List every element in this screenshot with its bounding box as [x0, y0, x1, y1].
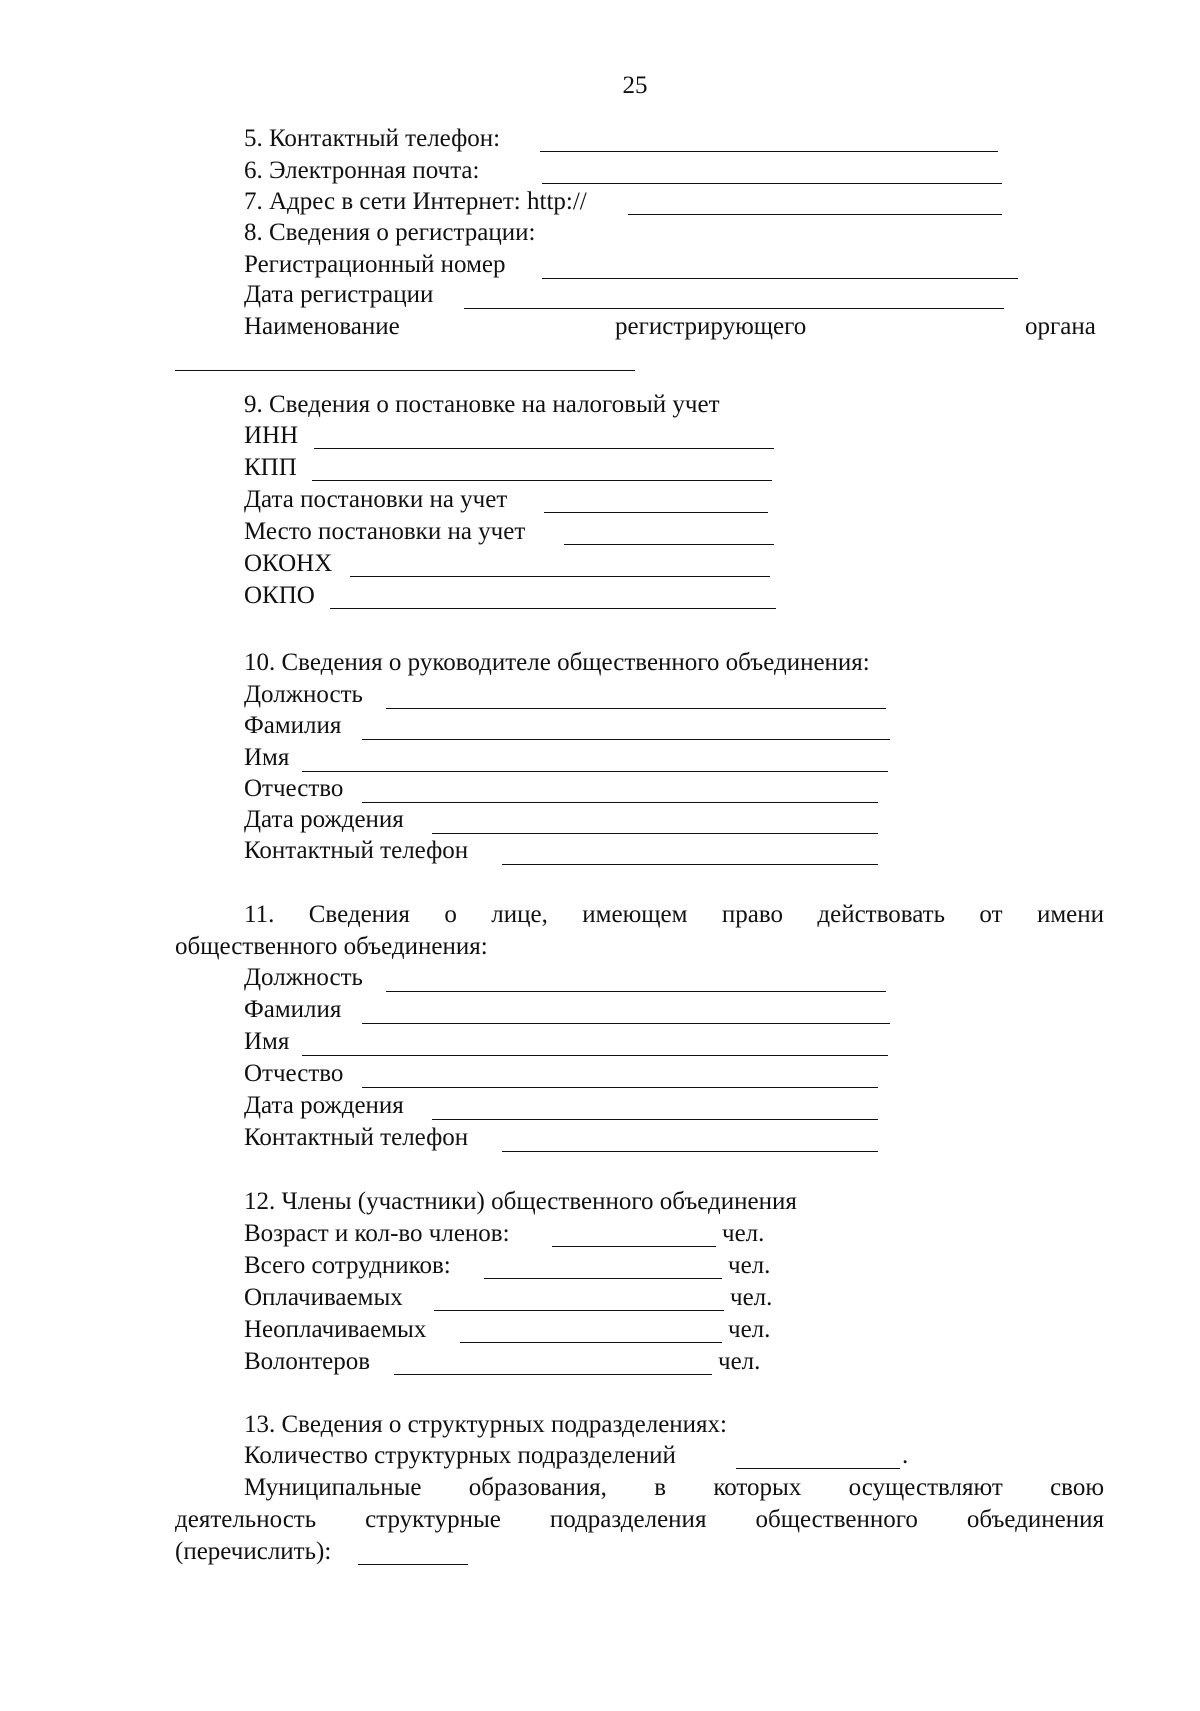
head-position-label: Должность	[244, 681, 363, 708]
paid-label: Оплачиваемых	[244, 1284, 403, 1311]
rep-phone-field[interactable]	[502, 1151, 878, 1152]
rep-surname-label: Фамилия	[244, 996, 342, 1023]
head-phone-label: Контактный телефон	[244, 837, 469, 864]
website-field[interactable]	[628, 214, 1002, 215]
rep-name-field[interactable]	[302, 1055, 888, 1056]
org-name-word2: регистрирующего	[615, 313, 807, 340]
unpaid-unit: чел.	[728, 1316, 771, 1343]
municipalities-line2: деятельность структурные подразделения общественного объединения	[175, 1506, 1104, 1533]
volunteers-field[interactable]	[394, 1374, 712, 1375]
tax-date-label: Дата постановки на учет	[244, 486, 508, 513]
org-name-word1: Наименование	[244, 313, 400, 340]
reg-date-field[interactable]	[464, 308, 1004, 309]
age-count-label: Возраст и кол-во членов:	[244, 1220, 510, 1247]
website-label: 7. Адрес в сети Интернет: http://	[244, 188, 587, 215]
subdivisions-count-field[interactable]	[736, 1468, 900, 1469]
subdivisions-count-end: .	[902, 1442, 909, 1469]
okonh-field[interactable]	[350, 576, 770, 577]
subdivisions-title: 13. Сведения о структурных подразделениях:	[244, 1411, 727, 1438]
head-patronymic-label: Отчество	[244, 775, 344, 802]
paid-field[interactable]	[434, 1310, 724, 1311]
rep-patronymic-field[interactable]	[362, 1087, 878, 1088]
municipalities-line1: Муниципальные образования, в которых осуществляют свою	[244, 1474, 1104, 1501]
total-staff-unit: чел.	[728, 1252, 771, 1279]
registration-title: 8. Сведения о регистрации:	[244, 219, 536, 246]
page-number: 25	[622, 72, 648, 99]
email-label: 6. Электронная почта:	[244, 157, 480, 184]
rep-surname-field[interactable]	[362, 1023, 890, 1024]
municipalities-line3: (перечислить):	[175, 1538, 332, 1565]
contact-phone-line	[244, 124, 500, 154]
website-line	[244, 187, 587, 217]
rep-position-field[interactable]	[386, 991, 886, 992]
rep-position-label: Должность	[244, 964, 363, 991]
tax-place-field[interactable]	[564, 544, 774, 545]
head-birth-label: Дата рождения	[244, 806, 404, 833]
head-phone-field[interactable]	[502, 864, 878, 865]
rep-birth-field[interactable]	[432, 1119, 878, 1120]
representative-title-line1: 11. Сведения о лице, имеющем право действовать от имени	[244, 901, 1104, 928]
okpo-field[interactable]	[330, 608, 776, 609]
age-count-field[interactable]	[552, 1246, 716, 1247]
reg-number-field[interactable]	[542, 278, 1018, 279]
head-birth-field[interactable]	[432, 833, 878, 834]
inn-label: ИНН	[244, 422, 299, 449]
rep-phone-label: Контактный телефон	[244, 1124, 469, 1151]
reg-date-label: Дата регистрации	[244, 281, 434, 308]
total-staff-label: Всего сотрудников:	[244, 1252, 451, 1279]
org-name-field[interactable]	[175, 370, 635, 371]
head-surname-label: Фамилия	[244, 712, 342, 739]
head-name-field[interactable]	[302, 771, 888, 772]
kpp-field[interactable]	[312, 480, 772, 481]
head-title: 10. Сведения о руководителе общественного объединения:	[244, 649, 870, 676]
age-count-unit: чел.	[722, 1220, 765, 1247]
volunteers-unit: чел.	[718, 1348, 761, 1375]
rep-birth-label: Дата рождения	[244, 1092, 404, 1119]
okonh-label: ОКОНХ	[244, 550, 333, 577]
okpo-label: ОКПО	[244, 582, 315, 609]
volunteers-label: Волонтеров	[244, 1348, 371, 1375]
paid-unit: чел.	[730, 1284, 773, 1311]
rep-patronymic-label: Отчество	[244, 1060, 344, 1087]
kpp-label: КПП	[244, 454, 297, 481]
email-field[interactable]	[542, 183, 1002, 184]
inn-field[interactable]	[314, 448, 774, 449]
rep-name-label: Имя	[244, 1028, 290, 1055]
contact-phone-label: 5. Контактный телефон:	[244, 125, 501, 152]
tax-place-label: Место постановки на учет	[244, 518, 526, 545]
head-surname-field[interactable]	[362, 739, 890, 740]
org-name-word3: органа	[1025, 313, 1096, 340]
members-title: 12. Члены (участники) общественного объединения	[244, 1188, 797, 1215]
total-staff-field[interactable]	[484, 1278, 722, 1279]
tax-date-field[interactable]	[544, 512, 768, 513]
subdivisions-count-label: Количество структурных подразделений	[244, 1442, 676, 1469]
head-position-field[interactable]	[386, 708, 886, 709]
unpaid-field[interactable]	[460, 1342, 722, 1343]
head-patronymic-field[interactable]	[362, 802, 878, 803]
municipalities-field[interactable]	[358, 1564, 468, 1565]
reg-number-label: Регистрационный номер	[244, 251, 506, 278]
tax-title: 9. Сведения о постановке на налоговый учет	[244, 391, 720, 418]
representative-title-line2: общественного объединения:	[175, 933, 488, 960]
head-name-label: Имя	[244, 744, 290, 771]
contact-phone-field[interactable]	[540, 151, 998, 152]
unpaid-label: Неоплачиваемых	[244, 1316, 427, 1343]
email-line	[244, 156, 479, 186]
